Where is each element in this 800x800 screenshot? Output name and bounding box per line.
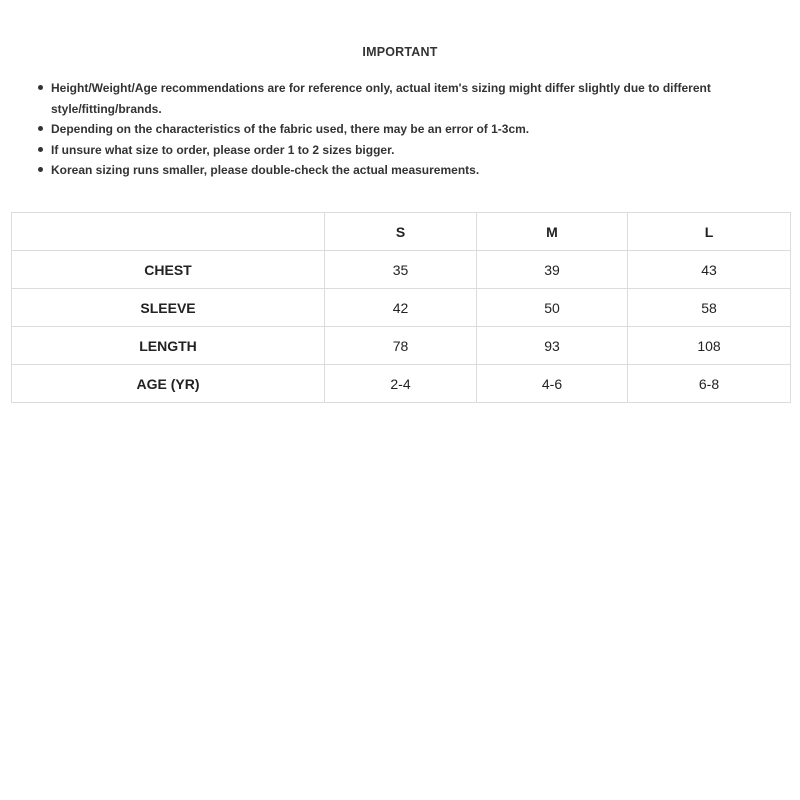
table-cell: 4-6: [477, 365, 628, 403]
notice-item: [34, 160, 774, 181]
bullet-icon: [38, 85, 43, 90]
bullet-icon: [38, 126, 43, 131]
notice-text: Korean sizing runs smaller, please double-check the actual measurements.: [51, 163, 480, 177]
row-label-length: LENGTH: [12, 327, 325, 365]
size-chart-table: [11, 212, 791, 403]
table-cell: 43: [628, 251, 791, 289]
header-cell-size-l: L: [628, 213, 791, 251]
notice-text: Depending on the characteristics of the fabric used, there may be an error of 1-3cm.: [51, 122, 530, 136]
table-cell: 2-4: [325, 365, 477, 403]
table-cell: 35: [325, 251, 477, 289]
table-cell: 93: [477, 327, 628, 365]
table-row: [12, 289, 791, 327]
table-cell: 39: [477, 251, 628, 289]
notice-title: IMPORTANT: [362, 45, 438, 59]
bullet-icon: [38, 167, 43, 172]
notice-item: [34, 78, 774, 119]
table-cell: 50: [477, 289, 628, 327]
row-label-sleeve: SLEEVE: [12, 289, 325, 327]
table-cell: 6-8: [628, 365, 791, 403]
notice-list: [34, 78, 774, 181]
notice-item: [34, 140, 774, 161]
header-cell-size-s: S: [325, 213, 477, 251]
notice-text: If unsure what size to order, please order 1 to 2 sizes bigger.: [51, 142, 395, 157]
row-label-chest: CHEST: [12, 251, 325, 289]
table-cell: 42: [325, 289, 477, 327]
notice-text: Height/Weight/Age recommendations are for reference only, actual item's sizing might differ slightly due to different style/fitting/brands.: [51, 81, 711, 116]
table-row: [12, 251, 791, 289]
table-cell: 78: [325, 327, 477, 365]
header-cell-size-m: M: [477, 213, 628, 251]
table-row: [12, 327, 791, 365]
table-header-row: [12, 213, 791, 251]
header-cell-empty: [12, 213, 325, 251]
notice-item: [34, 119, 774, 140]
table-cell: 108: [628, 327, 791, 365]
bullet-icon: [38, 147, 43, 152]
table-row: [12, 365, 791, 403]
table-cell: 58: [628, 289, 791, 327]
row-label-age: AGE (YR): [12, 365, 325, 403]
